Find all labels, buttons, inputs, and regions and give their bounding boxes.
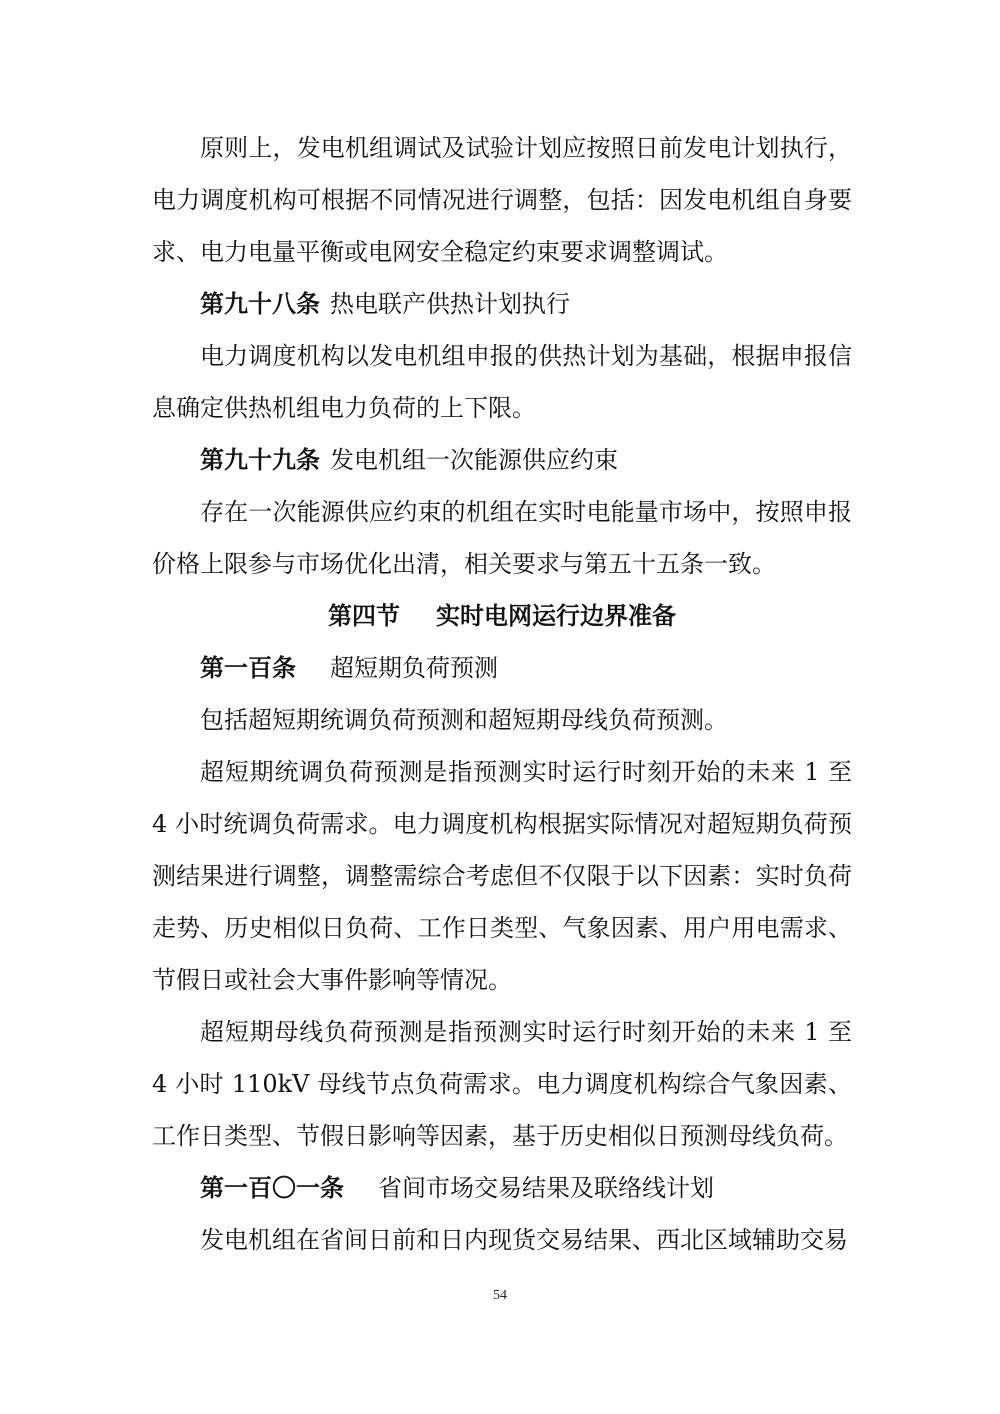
paragraph: 原则上，发电机组调试及试验计划应按照日前发电计划执行，电力调度机构可根据不同情况进行调整，包括：因发电机组自身要求、电力电量平衡或电网安全稳定约束要求调整调试。 [152,134,852,266]
article-title: 省间市场交易结果及联络线计划 [378,1174,714,1202]
section-number: 第四节 [328,601,400,630]
paragraph: 电力调度机构以发电机组申报的供热计划为基础，根据申报信息确定供热机组电力负荷的上下限。 [152,342,852,422]
article-heading [152,642,852,694]
article-heading [152,434,852,486]
paragraph: 超短期统调负荷预测是指预测实时运行时刻开始的未来 1 至 4 小时统调负荷需求。电力调度机构根据实际情况对超短期负荷预测结果进行调整，调整需综合考虑但不仅限于以下因素：实时负荷走势、历史相似日负荷、工作日类型、气象因素、用户用电需求、节假日或社会大事件影响等情况。 [152,758,852,994]
document-body [152,122,852,1266]
article-title: 超短期负荷预测 [330,654,498,682]
article-title: 发电机组一次能源供应约束 [330,446,618,474]
article-number: 第九十九条 [200,445,320,474]
section-title: 实时电网运行边界准备 [436,601,676,630]
paragraph: 存在一次能源供应约束的机组在实时电能量市场中，按照申报价格上限参与市场优化出清，相关要求与第五十五条一致。 [152,498,852,578]
section-heading [152,590,852,642]
paragraph: 超短期母线负荷预测是指预测实时运行时刻开始的未来 1 至 4 小时 110kV 母线节点负荷需求。电力调度机构综合气象因素、工作日类型、节假日影响等因素，基于历史相似日预测母线负荷。 [152,1018,852,1150]
article-number: 第一百条 [200,653,296,682]
article-heading [152,278,852,330]
article-title: 热电联产供热计划执行 [330,290,570,318]
article-number: 第九十八条 [200,289,320,318]
paragraph: 包括超短期统调负荷预测和超短期母线负荷预测。 [200,706,728,734]
article-heading [152,1162,852,1214]
page-number: 54 [493,1288,507,1303]
article-number: 第一百〇一条 [200,1173,344,1202]
paragraph: 发电机组在省间日前和日内现货交易结果、西北区域辅助交易 [200,1226,848,1254]
